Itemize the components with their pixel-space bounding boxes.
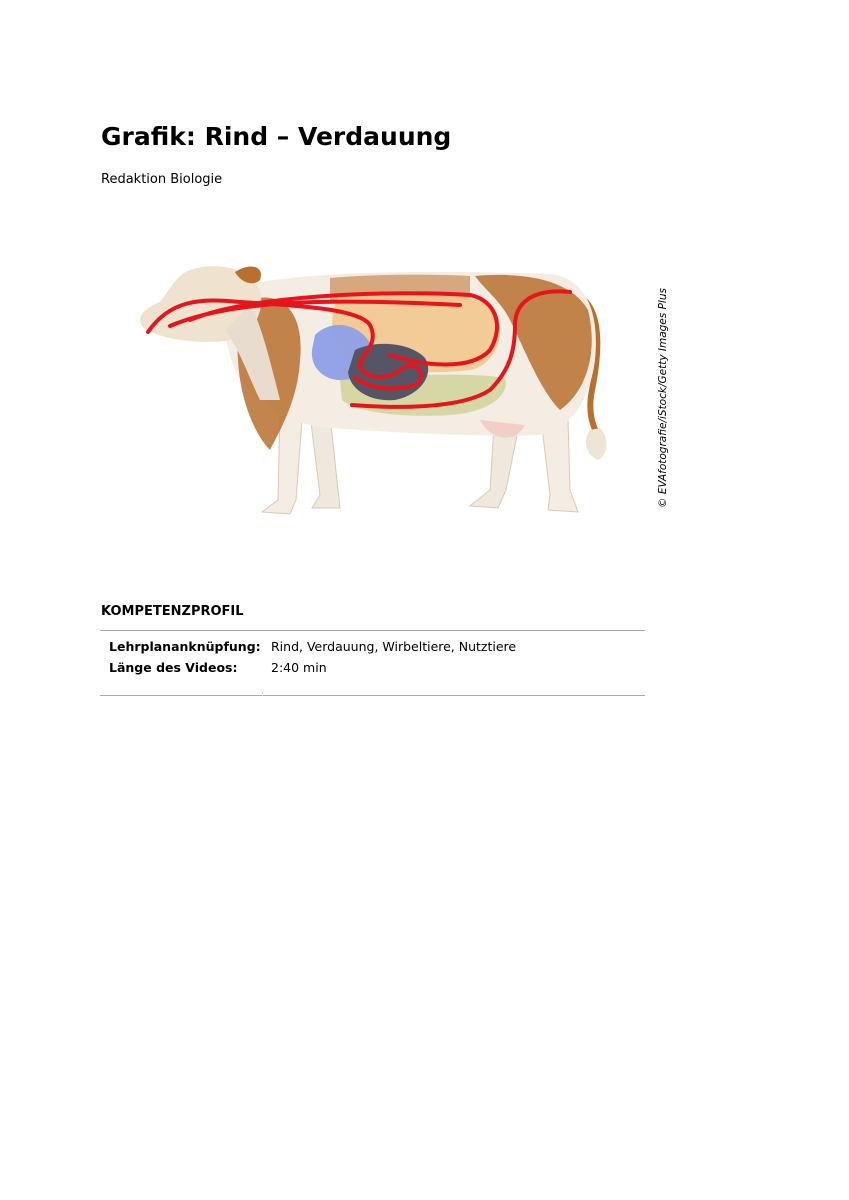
row-value: Rind, Verdauung, Wirbeltiere, Nutztiere xyxy=(271,639,517,654)
cow-tail-tuft xyxy=(586,428,607,460)
page-title: Grafik: Rind – Verdauung xyxy=(101,122,452,151)
image-credit: © EVAfotografie/iStock/Getty Images Plus xyxy=(657,288,669,508)
column-separator xyxy=(262,692,263,696)
row-key: Lehrplananknüpfung: xyxy=(109,639,261,654)
cow-digestion-figure xyxy=(130,250,620,530)
row-key: Länge des Videos: xyxy=(109,660,238,675)
row-value: 2:40 min xyxy=(271,660,327,675)
competence-profile-table xyxy=(100,630,645,696)
section-heading: KOMPETENZPROFIL xyxy=(101,604,244,619)
cow-leg-front-right xyxy=(310,415,340,508)
author-line: Redaktion Biologie xyxy=(101,172,223,187)
